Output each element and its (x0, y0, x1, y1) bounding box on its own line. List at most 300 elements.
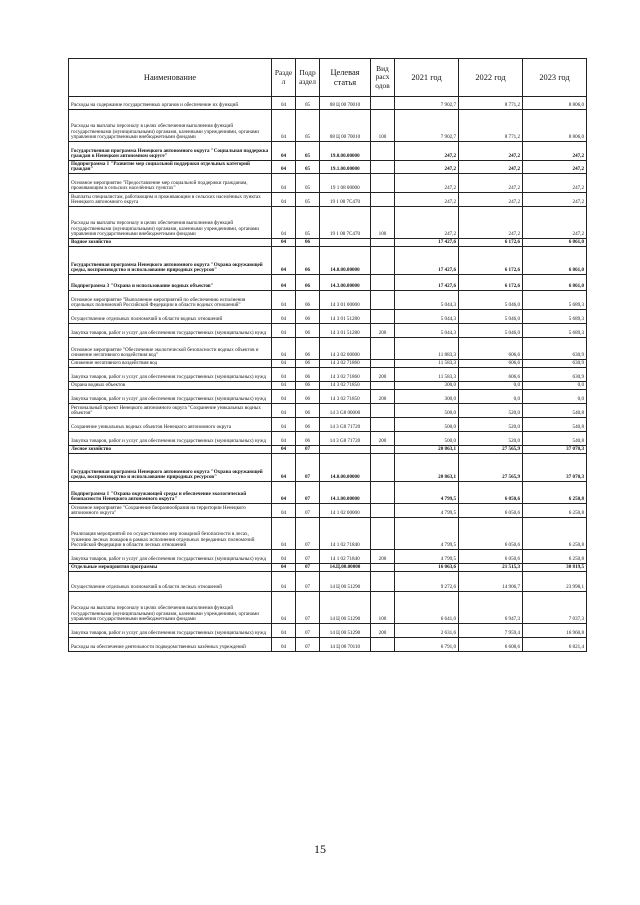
cell-subsection: 07 (296, 504, 320, 518)
table-row (69, 638, 587, 652)
table-row (69, 324, 587, 338)
cell-target: 14 1 02 71840 (320, 550, 371, 564)
cell-2021: 247,2 (395, 207, 459, 239)
cell-name: Расходы на выплаты персоналу в целях обеспечения выполнения функций государственными (муниципальными) органами, казенными учреждениями, органами управления государственными внебюджетными фондами (69, 110, 272, 142)
cell-2023: 23 998,1 (523, 572, 587, 592)
table-row (69, 338, 587, 360)
cell-2022: 5 046,0 (459, 310, 523, 324)
cell-expense-type: 200 (371, 390, 395, 404)
cell-name: Основное мероприятие "Сохранение биоразнообразия на территории Ненецкого автономного округа" (69, 504, 272, 518)
cell-expense-type: 100 (371, 207, 395, 239)
cell-expense-type: 200 (371, 550, 395, 564)
cell-2023: 6 250,8 (523, 504, 587, 518)
table-row (69, 382, 587, 390)
cell-target: 14 3 01 51280 (320, 310, 371, 324)
cell-2023: 630,9 (523, 368, 587, 382)
cell-section: 04 (272, 310, 296, 324)
cell-subsection: 07 (296, 550, 320, 564)
cell-2022: 606,6 (459, 338, 523, 360)
cell-subsection: 05 (296, 161, 320, 174)
table-row (69, 110, 587, 142)
cell-section: 04 (272, 418, 296, 432)
table-row (69, 390, 587, 404)
cell-2021: 5 044,3 (395, 291, 459, 310)
cell-2023: 6 250,8 (523, 482, 587, 504)
cell-name: Закупка товаров, работ и услуг для обеспечения государственных (муниципальных) нужд (69, 324, 272, 338)
cell-2022: 0,0 (459, 390, 523, 404)
cell-2021: 17 427,6 (395, 275, 459, 291)
cell-target: 19.1.00.00000 (320, 161, 371, 174)
cell-subsection: 05 (296, 142, 320, 161)
cell-target: 14.3.00.00000 (320, 275, 371, 291)
table-row (69, 404, 587, 418)
cell-2022: 6 050,6 (459, 518, 523, 550)
cell-section: 04 (272, 454, 296, 482)
table-row (69, 310, 587, 324)
table-row (69, 572, 587, 592)
cell-2022: 6 608,6 (459, 638, 523, 652)
table-row (69, 239, 587, 247)
cell-section: 04 (272, 324, 296, 338)
table-row (69, 446, 587, 454)
cell-subsection: 06 (296, 390, 320, 404)
cell-section: 04 (272, 592, 296, 624)
cell-expense-type (371, 239, 395, 247)
cell-name: Расходы на выплаты персоналу в целях обеспечения выполнения функций государственными (муниципальными) органами, казенными учреждениями, органами управления государственными внебюджетными фондами (69, 207, 272, 239)
cell-2021: 247,2 (395, 161, 459, 174)
table-row (69, 174, 587, 193)
cell-expense-type (371, 638, 395, 652)
cell-2023: 8 806,0 (523, 110, 587, 142)
cell-name: Расходы на обеспечение деятельности подведомственных казённых учреждений (69, 638, 272, 652)
cell-2021: 7 902,7 (395, 110, 459, 142)
cell-section: 04 (272, 193, 296, 207)
cell-2023: 5 689,3 (523, 291, 587, 310)
cell-name: Подпрограмма 1 "Охрана окружающей среды и обеспечение экологической безопасности Ненецкого автономного округа" (69, 482, 272, 504)
table-row (69, 291, 587, 310)
cell-expense-type (371, 482, 395, 504)
cell-2021: 500,0 (395, 404, 459, 418)
table-row (69, 161, 587, 174)
cell-2023: 0,0 (523, 390, 587, 404)
cell-section: 04 (272, 518, 296, 550)
cell-subsection: 07 (296, 454, 320, 482)
cell-target: 08 Ц 00 70010 (320, 97, 371, 110)
cell-2023: 247,2 (523, 174, 587, 193)
cell-2021: 4 799,5 (395, 518, 459, 550)
cell-expense-type: 100 (371, 110, 395, 142)
cell-2021: 4 799,5 (395, 482, 459, 504)
cell-2023: 5 689,3 (523, 324, 587, 338)
cell-section: 04 (272, 275, 296, 291)
table-row (69, 504, 587, 518)
table-row (69, 418, 587, 432)
cell-subsection: 07 (296, 446, 320, 454)
cell-name: Закупка товаров, работ и услуг для обеспечения государственных (муниципальных) нужд (69, 368, 272, 382)
cell-subsection: 06 (296, 324, 320, 338)
cell-2023: 6 861,0 (523, 247, 587, 275)
cell-section: 04 (272, 360, 296, 368)
cell-name: Закупка товаров, работ и услуг для обеспечения государственных (муниципальных) нужд (69, 432, 272, 446)
cell-2023: 6 821,4 (523, 638, 587, 652)
cell-target: 14 3 01 51280 (320, 324, 371, 338)
header-section: Разде л (272, 59, 296, 97)
cell-target: 14 Ц 00 51290 (320, 572, 371, 592)
cell-expense-type (371, 418, 395, 432)
table-row (69, 550, 587, 564)
cell-2021: 17 427,6 (395, 239, 459, 247)
cell-target: 14.1.00.00000 (320, 482, 371, 504)
cell-2022: 8 771,2 (459, 97, 523, 110)
cell-subsection: 05 (296, 207, 320, 239)
cell-section: 04 (272, 432, 296, 446)
cell-2022: 247,2 (459, 174, 523, 193)
cell-2023: 540,8 (523, 404, 587, 418)
cell-subsection: 06 (296, 291, 320, 310)
cell-2022: 247,2 (459, 193, 523, 207)
cell-expense-type (371, 97, 395, 110)
cell-name: Водное хозяйство (69, 239, 272, 247)
cell-expense-type (371, 360, 395, 368)
cell-2022: 247,2 (459, 161, 523, 174)
cell-2022: 21 515,3 (459, 564, 523, 572)
cell-name: Реализация мероприятий по осуществлению мер пожарной безопасности в лесах, тушению лесных пожаров в рамках исполнения отдельных переданных полномочий Российской Федерации в области лесных отношений (69, 518, 272, 550)
cell-section: 04 (272, 97, 296, 110)
cell-target: 14 3 G8 71720 (320, 418, 371, 432)
cell-subsection: 06 (296, 382, 320, 390)
cell-2021: 9 272,6 (395, 572, 459, 592)
table-row (69, 518, 587, 550)
cell-target: 14 1 02 00000 (320, 504, 371, 518)
cell-2022: 606,6 (459, 360, 523, 368)
table-row (69, 360, 587, 368)
table-row (69, 592, 587, 624)
cell-subsection: 06 (296, 247, 320, 275)
cell-2022: 6 050,6 (459, 550, 523, 564)
cell-section: 04 (272, 142, 296, 161)
cell-2023: 540,8 (523, 432, 587, 446)
cell-expense-type (371, 161, 395, 174)
cell-subsection: 07 (296, 624, 320, 638)
cell-target: 14 3 01 00000 (320, 291, 371, 310)
table-row (69, 193, 587, 207)
cell-2022: 520,0 (459, 432, 523, 446)
cell-2023: 37 070,3 (523, 446, 587, 454)
cell-2021: 5 044,3 (395, 310, 459, 324)
table-row (69, 432, 587, 446)
cell-2021: 247,2 (395, 193, 459, 207)
cell-expense-type (371, 193, 395, 207)
cell-subsection: 06 (296, 368, 320, 382)
table-row (69, 482, 587, 504)
table-row (69, 142, 587, 161)
cell-name: Снижение негативного воздействия вод (69, 360, 272, 368)
cell-subsection: 07 (296, 572, 320, 592)
cell-name: Расходы на содержание государственных органов и обеспечение их функций (69, 97, 272, 110)
cell-2021: 17 427,6 (395, 247, 459, 275)
cell-section: 04 (272, 572, 296, 592)
cell-2021: 4 799,5 (395, 550, 459, 564)
cell-target: 14 3 02 71860 (320, 360, 371, 368)
cell-subsection: 06 (296, 404, 320, 418)
header-2023: 2023 год (523, 59, 587, 97)
cell-target (320, 239, 371, 247)
cell-section: 04 (272, 239, 296, 247)
cell-expense-type: 200 (371, 324, 395, 338)
cell-section: 04 (272, 247, 296, 275)
cell-section: 04 (272, 504, 296, 518)
cell-subsection: 07 (296, 638, 320, 652)
cell-name: Осуществление отдельных полномочий в области лесных отношений (69, 572, 272, 592)
cell-2023: 6 861,0 (523, 275, 587, 291)
cell-2023: 247,2 (523, 142, 587, 161)
cell-2023: 5 689,3 (523, 310, 587, 324)
cell-2021: 7 902,7 (395, 97, 459, 110)
cell-expense-type (371, 142, 395, 161)
cell-name: Региональный проект Ненецкого автономного округа "Сохранение уникальных водных объектов" (69, 404, 272, 418)
header-2021: 2021 год (395, 59, 459, 97)
cell-2021: 11 583,3 (395, 368, 459, 382)
table-body (69, 97, 587, 652)
header-subsection: Подр аздел (296, 59, 320, 97)
cell-2022: 0,0 (459, 382, 523, 390)
cell-2023: 37 070,3 (523, 454, 587, 482)
cell-2023: 247,2 (523, 161, 587, 174)
cell-name: Отдельные мероприятия программы (69, 564, 272, 572)
cell-target: 14 Ц 00 51290 (320, 592, 371, 624)
table-row (69, 368, 587, 382)
cell-section: 04 (272, 564, 296, 572)
cell-2023: 30 819,5 (523, 564, 587, 572)
page-number: 15 (314, 842, 326, 856)
cell-subsection: 06 (296, 338, 320, 360)
cell-name: Сохранение уникальных водных объектов Ненецкого автономного округа (69, 418, 272, 432)
cell-subsection: 07 (296, 592, 320, 624)
cell-2022: 5 046,0 (459, 324, 523, 338)
cell-name: Государственная программа Ненецкого автономного округа "Охрана окружающей среды, воспроизводство и использование природных ресурсов" (69, 454, 272, 482)
header-name: Наименование (69, 59, 272, 97)
cell-section: 04 (272, 624, 296, 638)
cell-section: 04 (272, 338, 296, 360)
cell-target: 14 3 G8 00000 (320, 404, 371, 418)
table-row (69, 275, 587, 291)
cell-expense-type: 200 (371, 432, 395, 446)
cell-expense-type: 200 (371, 368, 395, 382)
table-row (69, 247, 587, 275)
budget-table (68, 58, 587, 652)
cell-expense-type (371, 504, 395, 518)
cell-2022: 6 172,6 (459, 247, 523, 275)
cell-target: 08 Ц 00 70010 (320, 110, 371, 142)
cell-2021: 5 044,3 (395, 324, 459, 338)
cell-2023: 6 250,8 (523, 518, 587, 550)
cell-subsection: 06 (296, 360, 320, 368)
cell-target: 14 Ц 00 51290 (320, 624, 371, 638)
cell-name: Расходы на выплаты персоналу в целях обеспечения выполнения функций государственными (муниципальными) органами, казенными учреждениями, органами управления государственными внебюджетными фондами (69, 592, 272, 624)
cell-2022: 606,6 (459, 368, 523, 382)
cell-section: 04 (272, 390, 296, 404)
cell-2021: 20 863,1 (395, 454, 459, 482)
cell-2021: 6 791,0 (395, 638, 459, 652)
table-row (69, 207, 587, 239)
cell-2021: 300,0 (395, 390, 459, 404)
cell-2023: 247,2 (523, 207, 587, 239)
cell-name: Лесное хозяйство (69, 446, 272, 454)
cell-name: Закупка товаров, работ и услуг для обеспечения государственных (муниципальных) нужд (69, 550, 272, 564)
cell-subsection: 05 (296, 97, 320, 110)
cell-target: 14.0.00.00000 (320, 247, 371, 275)
cell-subsection: 05 (296, 110, 320, 142)
cell-name: Закупка товаров, работ и услуг для обеспечения государственных (муниципальных) нужд (69, 390, 272, 404)
cell-target: 19.0.00.00000 (320, 142, 371, 161)
cell-expense-type (371, 572, 395, 592)
cell-section: 04 (272, 638, 296, 652)
cell-2022: 7 959,4 (459, 624, 523, 638)
cell-2021: 11 883,3 (395, 338, 459, 360)
cell-2022: 14 906,7 (459, 572, 523, 592)
cell-expense-type (371, 382, 395, 390)
cell-2021: 4 799,5 (395, 504, 459, 518)
cell-section: 04 (272, 291, 296, 310)
cell-subsection: 06 (296, 239, 320, 247)
cell-section: 04 (272, 446, 296, 454)
cell-name: Подпрограмма 1 "Развитие мер социальной поддержки отдельных категорий граждан" (69, 161, 272, 174)
cell-2022: 8 771,2 (459, 110, 523, 142)
cell-name: Осуществление отдельных полномочий в области водных отношений (69, 310, 272, 324)
cell-expense-type (371, 404, 395, 418)
cell-2021: 16 063,6 (395, 564, 459, 572)
cell-2022: 27 565,9 (459, 454, 523, 482)
cell-name: Подпрограмма 3 "Охрана и использование водных объектов" (69, 275, 272, 291)
cell-subsection: 07 (296, 482, 320, 504)
table-row (69, 624, 587, 638)
cell-2023: 16 960,8 (523, 624, 587, 638)
cell-2022: 247,2 (459, 207, 523, 239)
cell-2021: 6 641,0 (395, 592, 459, 624)
cell-target: 19 1 08 7С470 (320, 193, 371, 207)
cell-target (320, 446, 371, 454)
cell-section: 04 (272, 404, 296, 418)
cell-section: 04 (272, 368, 296, 382)
cell-2022: 5 046,0 (459, 291, 523, 310)
cell-expense-type (371, 564, 395, 572)
cell-target: 14 3 G8 71720 (320, 432, 371, 446)
cell-2023: 7 037,3 (523, 592, 587, 624)
cell-2022: 6 172,6 (459, 239, 523, 247)
cell-section: 04 (272, 110, 296, 142)
cell-2022: 520,0 (459, 418, 523, 432)
cell-subsection: 06 (296, 418, 320, 432)
cell-subsection: 06 (296, 275, 320, 291)
cell-2021: 300,0 (395, 382, 459, 390)
cell-section: 04 (272, 207, 296, 239)
cell-2021: 247,2 (395, 174, 459, 193)
table-row (69, 564, 587, 572)
cell-name: Основное мероприятие "Предоставление мер социальной поддержки гражданам, проживающим в сельских населённых пунктах" (69, 174, 272, 193)
cell-expense-type: 100 (371, 592, 395, 624)
cell-expense-type (371, 310, 395, 324)
cell-2023: 630,9 (523, 338, 587, 360)
cell-2021: 500,0 (395, 418, 459, 432)
cell-2023: 8 806,0 (523, 97, 587, 110)
cell-name: Государственная программа Ненецкого автономного округа "Охрана окружающей среды, воспроизводство и использование природных ресурсов" (69, 247, 272, 275)
cell-section: 04 (272, 482, 296, 504)
cell-2022: 27 565,9 (459, 446, 523, 454)
cell-2021: 2 631,6 (395, 624, 459, 638)
cell-target: 14 3 02 71860 (320, 368, 371, 382)
cell-subsection: 07 (296, 518, 320, 550)
cell-2022: 520,0 (459, 404, 523, 418)
cell-target: 14 1 02 71840 (320, 518, 371, 550)
cell-target: 19 1 08 7С470 (320, 207, 371, 239)
cell-2021: 11 583,3 (395, 360, 459, 368)
cell-subsection: 06 (296, 432, 320, 446)
cell-2023: 247,2 (523, 193, 587, 207)
cell-2023: 6 250,8 (523, 550, 587, 564)
cell-expense-type: 200 (371, 624, 395, 638)
cell-2023: 0,0 (523, 382, 587, 390)
cell-target: 14.Ц.00.00000 (320, 564, 371, 572)
cell-expense-type (371, 275, 395, 291)
cell-expense-type (371, 174, 395, 193)
cell-expense-type (371, 247, 395, 275)
cell-section: 04 (272, 550, 296, 564)
cell-2023: 6 861,0 (523, 239, 587, 247)
table-header-row (69, 59, 587, 97)
cell-subsection: 05 (296, 174, 320, 193)
cell-target: 14 Ц 00 70110 (320, 638, 371, 652)
cell-section: 04 (272, 161, 296, 174)
cell-target: 14.0.00.00000 (320, 454, 371, 482)
cell-target: 14 3 02 71850 (320, 390, 371, 404)
cell-name: Государственная программа Ненецкого автономного округа "Социальная поддержка граждан в Ненецком автономном округе" (69, 142, 272, 161)
cell-2022: 6 172,6 (459, 275, 523, 291)
cell-name: Выплаты специалистам, работающим и проживающим в сельских населённых пунктах Ненецкого автономного округа (69, 193, 272, 207)
cell-subsection: 05 (296, 193, 320, 207)
cell-subsection: 06 (296, 310, 320, 324)
cell-2021: 247,2 (395, 142, 459, 161)
cell-2021: 500,0 (395, 432, 459, 446)
cell-expense-type (371, 518, 395, 550)
cell-expense-type (371, 446, 395, 454)
cell-section: 04 (272, 174, 296, 193)
header-expense-type: Вид расх одов (371, 59, 395, 97)
cell-2021: 20 863,1 (395, 446, 459, 454)
cell-name: Основное мероприятие "Обеспечение экологической безопасности водных объектов и снижение негативного воздействия вод" (69, 338, 272, 360)
cell-expense-type (371, 291, 395, 310)
table-row (69, 97, 587, 110)
header-2022: 2022 год (459, 59, 523, 97)
cell-subsection: 07 (296, 564, 320, 572)
cell-target: 14 3 02 00000 (320, 338, 371, 360)
cell-name: Основное мероприятие "Выполнение мероприятий по обеспечению исполнения отдельных полномочий Российской Федерации в области водных отношений" (69, 291, 272, 310)
cell-2023: 630,9 (523, 360, 587, 368)
cell-expense-type (371, 454, 395, 482)
cell-2022: 247,2 (459, 142, 523, 161)
table-row (69, 454, 587, 482)
cell-expense-type (371, 338, 395, 360)
cell-2022: 6 050,6 (459, 482, 523, 504)
cell-name: Охрана водных объектов (69, 382, 272, 390)
header-target: Целевая статья (320, 59, 371, 97)
cell-target: 14 3 02 71850 (320, 382, 371, 390)
cell-2023: 540,8 (523, 418, 587, 432)
cell-target: 19 1 08 00000 (320, 174, 371, 193)
cell-2022: 6 947,3 (459, 592, 523, 624)
cell-section: 04 (272, 382, 296, 390)
cell-name: Закупка товаров, работ и услуг для обеспечения государственных (муниципальных) нужд (69, 624, 272, 638)
cell-2022: 6 050,6 (459, 504, 523, 518)
